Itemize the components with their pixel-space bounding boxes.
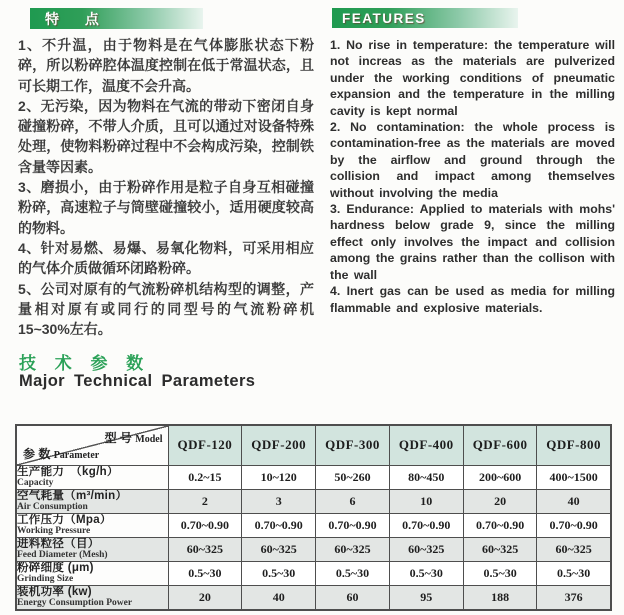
- cell-value: 2: [168, 489, 242, 513]
- features-header-cn: [30, 8, 203, 29]
- feature-cn-4: 4、针对易燃、易爆、易氧化物料，可采用相应的气体介质做循环闭路粉碎。: [18, 239, 314, 277]
- cell-value: 10~120: [242, 465, 316, 489]
- column-header-qdf-200: QDF-200: [242, 425, 316, 465]
- features-header-en-label: FEATURES: [342, 10, 426, 26]
- cell-value: 0.5~30: [316, 561, 390, 585]
- cell-value: 3: [242, 489, 316, 513]
- cell-value: 0.70~0.90: [537, 513, 611, 537]
- cell-value: 0.5~30: [537, 561, 611, 585]
- table-header-row: [16, 425, 611, 465]
- cell-value: 60: [316, 585, 390, 610]
- row-label-energy-power: 装机功率 (kw) Energy Consumption Power: [16, 585, 168, 610]
- features-header-cn-label: 特 点: [45, 10, 110, 27]
- table-corner-cell: [16, 425, 168, 465]
- cell-value: 40: [242, 585, 316, 610]
- corner-param-label: 参 数 Parameter: [23, 446, 100, 461]
- feature-en-2: 2. No contamination: the whole process is contamination-free as the materials are moved by the airflow and ground through the collision and impact among themselves without involving the media: [330, 120, 615, 200]
- feature-cn-5: 5、公司对原有的气流粉碎机结构型的调整，产量相对原有或同行的同型号的气流粉碎机15~30%左右。: [18, 280, 314, 338]
- cell-value: 20: [168, 585, 242, 610]
- column-header-qdf-800: QDF-800: [537, 425, 611, 465]
- cell-value: 400~1500: [537, 465, 611, 489]
- corner-model-label: 型 号 Model: [104, 431, 163, 445]
- cell-value: 0.5~30: [168, 561, 242, 585]
- cell-value: 80~450: [389, 465, 463, 489]
- section-title-en: Major Technical Parameters: [19, 372, 256, 390]
- row-label-capacity: 生产能力 （kg/h） Capacity: [16, 465, 168, 489]
- row-label-grinding-size: 粉碎细度 (μm) Grinding Size: [16, 561, 168, 585]
- table-row-air-consumption: [16, 489, 611, 513]
- row-label-working-pressure: 工作压力（Mpa） Working Pressure: [16, 513, 168, 537]
- table-row-feed-diameter: [16, 537, 611, 561]
- cell-value: 60~325: [168, 537, 242, 561]
- feature-en-1: 1. No rise in temperature: the temperature will not increas as the materials are pulverized under the working conditions of pneumatic expansion and the temperature in the milling cavity is kept normal: [330, 38, 615, 118]
- cell-value: 6: [316, 489, 390, 513]
- cell-value: 60~325: [389, 537, 463, 561]
- column-header-qdf-600: QDF-600: [463, 425, 537, 465]
- cell-value: 0.70~0.90: [389, 513, 463, 537]
- feature-cn-1: 1、不升温，由于物料是在气体膨胀状态下粉碎，所以粉碎腔体温度控制在低于常温状态，且可长期工作，温度不会升高。: [18, 37, 314, 94]
- cell-value: 0.5~30: [389, 561, 463, 585]
- table-row-working-pressure: [16, 513, 611, 537]
- cell-value: 60~325: [316, 537, 390, 561]
- cell-value: 60~325: [463, 537, 537, 561]
- feature-cn-2: 2、无污染，因为物料在气流的带动下密闭自身碰撞粉碎，不带人介质，且可以通过对设备特殊处理，使物料粉碎过程中不会构成污染，控制铁含量等因素。: [18, 97, 314, 175]
- cell-value: 0.70~0.90: [168, 513, 242, 537]
- cell-value: 0.70~0.90: [242, 513, 316, 537]
- features-header-en: [332, 8, 518, 28]
- table-row-energy-power: [16, 585, 611, 610]
- row-label-feed-diameter: 进料粒径（目） Feed Diameter (Mesh): [16, 537, 168, 561]
- cell-value: 0.70~0.90: [463, 513, 537, 537]
- cell-value: 0.70~0.90: [316, 513, 390, 537]
- cell-value: 188: [463, 585, 537, 610]
- feature-en-3: 3. Endurance: Applied to materials with mohs' hardness below grade 9, since the milling effect only involves the impact and collision among the grains rather than the collison with the wall: [330, 202, 615, 282]
- cell-value: 20: [463, 489, 537, 513]
- cell-value: 60~325: [537, 537, 611, 561]
- features-list-cn: [18, 35, 314, 339]
- cell-value: 0.5~30: [242, 561, 316, 585]
- feature-cn-3: 3、磨损小，由于粉碎作用是粒子自身互相碰撞粉碎，高速粒子与筒壁碰撞较小，适用硬度较高的物料。: [18, 179, 314, 236]
- cell-value: 60~325: [242, 537, 316, 561]
- column-header-qdf-400: QDF-400: [389, 425, 463, 465]
- cell-value: 0.2~15: [168, 465, 242, 489]
- cell-value: 10: [389, 489, 463, 513]
- cell-value: 50~260: [316, 465, 390, 489]
- table-row-capacity: [16, 465, 611, 489]
- cell-value: 376: [537, 585, 611, 610]
- features-list-en: [330, 37, 615, 316]
- cell-value: 40: [537, 489, 611, 513]
- cell-value: 0.5~30: [463, 561, 537, 585]
- feature-en-4: 4. Inert gas can be used as media for milling flammable and explosive materials.: [330, 284, 615, 315]
- column-header-qdf-300: QDF-300: [316, 425, 390, 465]
- cell-value: 200~600: [463, 465, 537, 489]
- column-header-qdf-120: QDF-120: [168, 425, 242, 465]
- row-label-air-consumption: 空气耗量（m³/min） Air Consumption: [16, 489, 168, 513]
- technical-parameters-table: [15, 424, 612, 611]
- cell-value: 95: [389, 585, 463, 610]
- section-title-cn: 技 术 参 数: [19, 354, 151, 373]
- table-row-grinding-size: [16, 561, 611, 585]
